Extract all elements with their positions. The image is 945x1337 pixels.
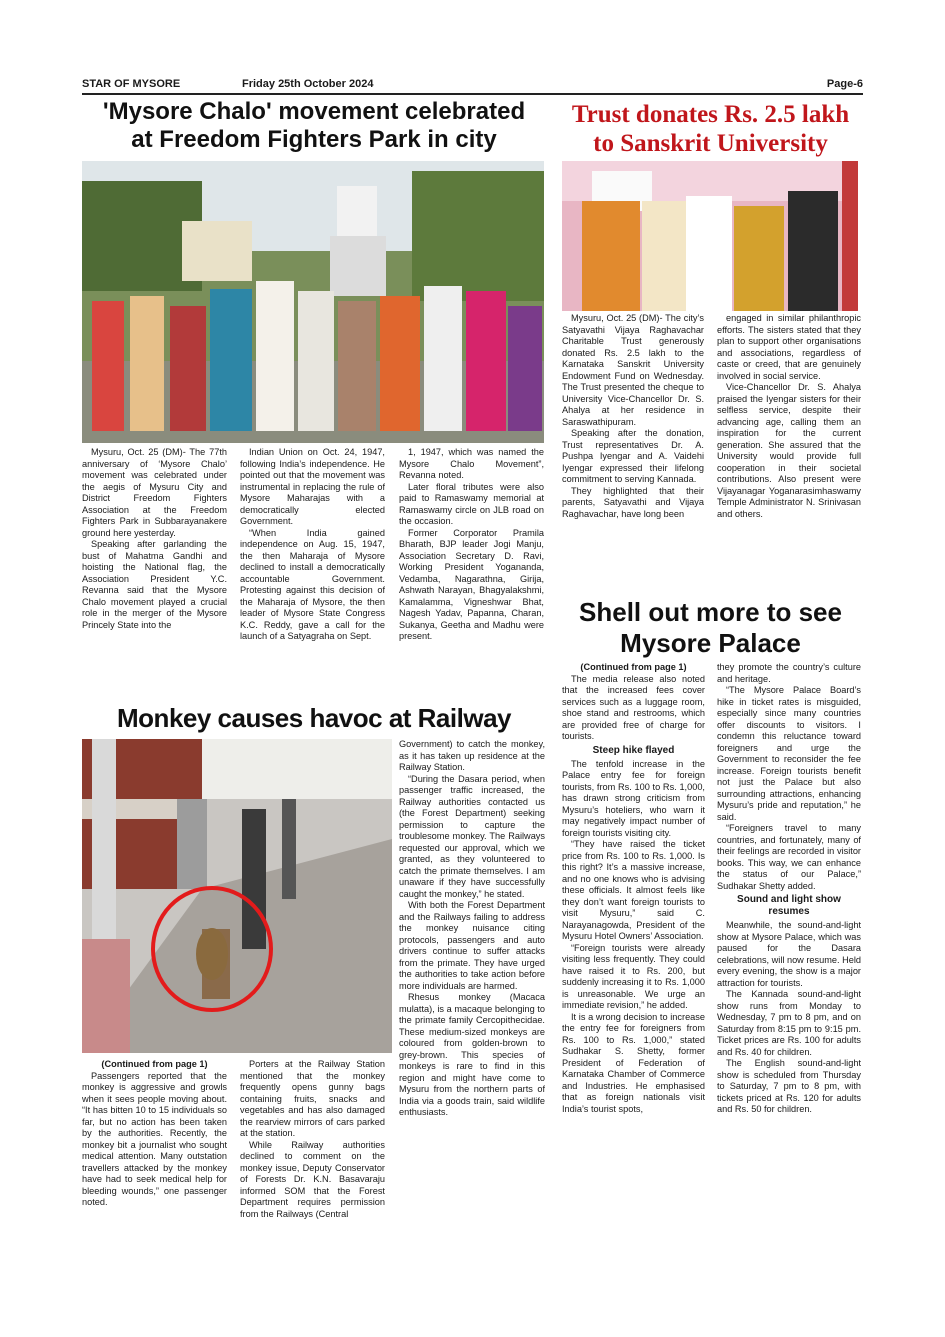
story1-paragraph: Mysuru, Oct. 25 (DM)- The 77th anniversary of ‘Mysore Chalo’ movement was celebrated under the aegis of Mysuru City and District Freedom Fighters Association at the Freedom Fighters Park in Subbarayanakere ground here yesterday.: [82, 447, 227, 538]
story1-headline-line2: at Freedom Fighters Park in city: [131, 126, 497, 153]
subheading-line1: Sound and light show: [737, 894, 841, 905]
story2-headline: [558, 100, 863, 158]
story3-paragraph: Government) to catch the monkey, as it has taken up residence at the Railway Station.: [399, 739, 545, 772]
story3-paragraph: With both the Forest Department and the Railways failing to address the monkey nuisance citing protocols, passengers and auto drivers continue to suffer attacks from the primate. They have urged the authorities to take action before more individuals are harmed.: [399, 900, 545, 991]
story3-paragraph: “During the Dasara period, when passenger traffic increased, the Railway authorities contacted us (the Forest Department) seeking permission to capture the troublesome monkey. The Railways requested our approval, which we granted, as they volunteered to catch the primate themselves. I am unaware if they have successfully caught the monkey,” he stated.: [399, 773, 545, 899]
story1-paragraph: Indian Union on Oct. 24, 1947, following India’s independence. He pointed out that the movement was instrumental in replacing the rule of Mysore Maharajas with a democratically elected Government.: [240, 447, 385, 526]
story4-headline: [558, 597, 863, 659]
issue-date: Friday 25th October 2024: [242, 78, 374, 90]
story2-headline-line2: to Sanskrit University: [593, 130, 828, 157]
story4-paragraph: “Foreigners travel to many countries, and fortunately, many of their feelings are recorded in visitor books. This way, we can enhance the status of our Palace,” Sudhakar Shetty added.: [717, 823, 861, 891]
story4-paragraph: “Foreign tourists were already visiting less frequently. They could have raised it to Rs. 200, but suddenly increasing it to Rs. 1,000 is unreasonable. We urge an immediate revision,” he added.: [562, 942, 705, 1010]
story1-paragraph: 1, 1947, which was named the Mysore Chalo Movement”, Revanna noted.: [399, 447, 544, 480]
story2-paragraph: They highlighted that their parents, Satyavathi and Vijaya Raghavachar, have long been: [562, 485, 704, 519]
page-number: Page-6: [826, 78, 863, 90]
story4-paragraph: “They have raised the ticket price from Rs. 100 to Rs. 1,000. Is this right? It’s a massive increase, and no one knows who is advising these officials. It almost feels like they don’t want foreign tourists to visit Mysuru,” said C. Narayanagowda, President of the Mysuru Hotel Owners’ Association.: [562, 839, 705, 941]
story1-headline-line1: 'Mysore Chalo' movement celebrated: [102, 98, 526, 125]
masthead: [82, 76, 863, 92]
story1-paragraph: Speaking after garlanding the bust of Mahatma Gandhi and hoisting the National flag, the Association President Y.C. Revanna said that the Mysore Chalo movement played a crucial role in the merger of the Mysore Princely State into the: [82, 539, 227, 630]
story2-paragraph: Mysuru, Oct. 25 (DM)- The city’s Satyavathi Vijaya Raghavachar Charitable Trust generously donated Rs. 2.5 lakh to the Karnataka Sanskrit University Endowment Fund on Wednesday. The Trust presented the cheque to University Vice-Chancellor Dr. S. Ahalya at her residence in Saraswathipuram.: [562, 313, 704, 427]
story2-paragraph: Vice-Chancellor Dr. S. Ahalya praised the Iyengar sisters for their selfless service, despite their advancing age, calling them an inspiration for the current generation. She assured that the University would provide full cooperation in their societal contributions. Also present were Vijayanagar Yoganarasimhaswamy Temple Administrator N. Srinivasan and others.: [717, 382, 861, 519]
story1-paragraph: Former Corporator Pramila Bharath, BJP leader Jogi Manju, Association Secretary D. Ravi, Working President Yogananda, Vedamba, Nagarathna, Girija, Ashwath Narayan, Bhagyalakshmi, Kamalamma, Vigneshwar Bhat, Nagesh Yadav, Papanna, Charan, Sukanya, Geetha and Madhu were present.: [399, 527, 544, 641]
story3-column-3: [399, 739, 545, 1264]
story4-paragraph: The English sound-and-light show is scheduled from Thursday to Saturday, 7 pm to 8 pm, with tickets priced at Rs. 120 for adults and Rs. 50 for children.: [717, 1058, 861, 1114]
continued-label: (Continued from page 1): [101, 1059, 208, 1069]
masthead-rule: [82, 93, 863, 95]
story4-paragraph: The Kannada sound-and-light show runs from Monday to Wednesday, 7 pm to 8 pm, and on Saturday from 8:15 pm to 9:15 pm. Ticket prices are Rs. 100 for adults and Rs. 40 for children.: [717, 989, 861, 1057]
story1-paragraph: “When India gained independence on Aug. 15, 1947, the then Maharaja of Mysore declined to install a democratically accountable Government. Protesting against this decision of the Maharaja of Mysore, the then leader of Mysore State Congress K.C. Reddy, gave a call for the launch of a Satyagraha on Sept.: [240, 527, 385, 641]
continued-label: (Continued from page 1): [580, 662, 687, 672]
story3-paragraph: Rhesus monkey (Macaca mulatta), is a macaque belonging to the primate family Cercopithecidae. These medium-sized monkeys are coloured from golden-brown to grey-brown. This species of monkeys is rare to find in this region and might have come to Mysuru from the northern parts of India via a goods train, said wildlife enthusiasts.: [399, 992, 545, 1117]
monkey-railway-photo: [82, 739, 392, 1053]
story1-column-3: [399, 447, 544, 692]
story3-paragraph: Passengers reported that the monkey is aggressive and growls when it sees people moving about. “It has bitten 10 to 15 individuals so far, but no action has been taken by the authorities. Recently, the monkey bit a journalist who sought medical attention. Many outstation travellers attacked by the monkey have had to seek medical help for bleeding wounds,” one passenger noted.: [82, 1070, 227, 1207]
story2-paragraph: Speaking after the donation, Trust representatives Dr. A. Pushpa Iyengar and A. Vaidehi Iyengar expressed their lifelong commitment to serving Kannada.: [562, 428, 704, 484]
story3-column-2: [240, 1059, 385, 1264]
story3-paragraph: Porters at the Railway Station mentioned that the monkey frequently opens gunny bags containing fruits, snacks and vegetables and has also damaged the rearview mirrors of cars parked at the station.: [240, 1059, 385, 1138]
story4-headline-line1: Shell out more to see: [579, 597, 842, 627]
story3-paragraph: While Railway authorities declined to comment on the monkey issue, Deputy Conservator of Forests Dr. K.N. Basavaraju informed SOM that the Forest Department requires permission from the Railways (Central: [240, 1139, 385, 1219]
story1-headline: [82, 98, 546, 154]
story4-column-1: [562, 662, 705, 1262]
subheading: [717, 894, 861, 918]
story4-paragraph: It is a wrong decision to increase the entry fee for foreigners from Rs. 100 to Rs. 1,000,” stated Sudhakar S. Shetty, former President of Federation of Karnataka Chamber of Commerce and Industries. He emphasised that as foreign nationals visit India’s tourist spots,: [562, 1011, 705, 1114]
subheading: Steep hike flayed: [592, 744, 675, 756]
story2-paragraph: engaged in similar philanthropic efforts. The sisters stated that they plan to support other organisations and associations, regardless of caste or creed, that are genuinely involved in social service.: [717, 313, 861, 381]
story4-column-2: [717, 662, 861, 1262]
paper-name: STAR OF MYSORE: [82, 78, 181, 90]
story2-column-2: [717, 313, 861, 590]
story4-paragraph: Meanwhile, the sound-and-light show at Mysore Palace, which was paused for the Dasara celebrations, will now resume. Held every evening, the show is a major attraction for tourists.: [717, 920, 861, 988]
story1-paragraph: Later floral tributes were also paid to Ramaswamy memorial at Ramaswamy circle on JLB road on the occasion.: [399, 481, 544, 526]
story4-paragraph: “The Mysore Palace Board’s hike in ticket rates is misguided, especially since many countries offer discounts to visitors. I condemn this reluctance toward foreigners and urge the Government to reconsider the fee increase. Foreign tourists benefit not just the Palace but also surrounding attractions, enhancing Mysuru’s pride and reputation,” he said.: [717, 685, 861, 822]
story3-column-1: [82, 1059, 227, 1264]
subheading-line2: resumes: [768, 906, 810, 917]
trust-donation-photo: [562, 161, 858, 311]
story3-headline: Monkey causes havoc at Railway: [117, 703, 511, 733]
story1-column-1: [82, 447, 227, 692]
story4-paragraph: The media release also noted that the increased fees cover services such as a luggage room, shoe stand and restrooms, which are provided free of charge for tourists.: [562, 673, 705, 741]
story2-headline-line1: Trust donates Rs. 2.5 lakh: [571, 101, 850, 128]
story4-paragraph: The tenfold increase in the Palace entry fee for foreign tourists, from Rs. 100 to Rs. 1,000, has drawn strong criticism from Mysuru’s hoteliers, who warn it may negatively impact number of foreign tourists visiting city.: [562, 758, 705, 838]
freedom-park-photo: [82, 161, 544, 443]
story2-column-1: [562, 313, 704, 590]
story1-column-2: [240, 447, 385, 692]
story4-headline-line2: Mysore Palace: [620, 628, 801, 658]
story4-paragraph: they promote the country’s culture and heritage.: [717, 662, 861, 684]
